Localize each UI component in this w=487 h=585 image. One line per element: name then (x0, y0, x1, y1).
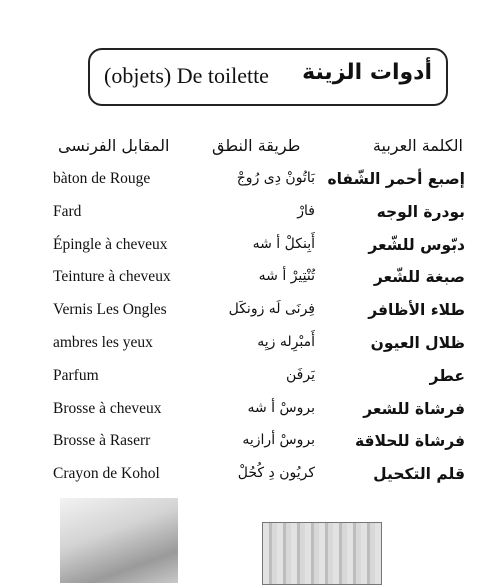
arabic-cell: بودرة الوجه (376, 202, 465, 221)
pronunciation-cell: بروسْ أرازيه (242, 432, 315, 449)
pronunciation-cell: يَرفَن (286, 366, 315, 383)
table-row (0, 299, 487, 332)
arabic-cell: صبغة للشّعر (373, 268, 465, 287)
pronunciation-cell: أَمبْرِله زيِه (257, 333, 315, 350)
pronunciation-cell: فارْ (297, 202, 315, 219)
french-cell: Teinture à cheveux (53, 268, 171, 286)
table-row (0, 398, 487, 431)
header-pronunciation: طريقة النطق (212, 136, 301, 155)
arabic-cell: ظلال العيون (370, 333, 465, 352)
table-row (0, 168, 487, 201)
table-row (0, 234, 487, 267)
french-cell: Crayon de Kohol (53, 465, 160, 483)
arabic-cell: عطر (429, 366, 465, 385)
table-row (0, 463, 487, 496)
table-row (0, 332, 487, 365)
table-row (0, 365, 487, 398)
arabic-cell: طلاء الأظافر (368, 301, 465, 320)
french-cell: Fard (53, 202, 82, 220)
pronunciation-cell: بروسْ أ شه (247, 399, 315, 416)
french-cell: Vernis Les Ongles (53, 301, 167, 319)
photo-face (60, 498, 178, 583)
title-french: (objets) De toilette (104, 63, 269, 88)
french-cell: Brosse à Raserr (53, 432, 151, 450)
table-row (0, 201, 487, 234)
photo-cosmetics (262, 522, 382, 585)
arabic-cell: دبّوس للشّعر (368, 235, 465, 254)
title-box (88, 48, 448, 106)
pronunciation-cell: بَاتُونْ دِى رُوجْ (236, 170, 315, 186)
pronunciation-cell: تُنْتِيرْ أ شه (258, 268, 315, 285)
table-row (0, 430, 487, 463)
french-cell: bàton de Rouge (53, 170, 151, 187)
arabic-cell: إصبع أحمر الشّفاه (327, 170, 465, 188)
arabic-cell: فرشاة للشعر (363, 399, 465, 418)
french-cell: Brosse à cheveux (53, 399, 162, 417)
french-cell: Épingle à cheveux (53, 235, 168, 253)
arabic-cell: فرشاة للحلاقة (354, 432, 465, 451)
title-arabic: أدوات الزينة (302, 60, 432, 85)
vocabulary-table (0, 168, 487, 496)
french-cell: Parfum (53, 366, 99, 384)
pronunciation-cell: كريُون دِ كُحُلْ (237, 465, 315, 482)
french-cell: ambres les yeux (53, 333, 153, 351)
pronunciation-cell: فِرنَى لَه زونكَل (228, 301, 315, 318)
pronunciation-cell: أَبِنكلْ أ شه (252, 235, 315, 252)
table-row (0, 266, 487, 299)
header-french-equivalent: المقابل الفرنسى (58, 136, 170, 155)
header-arabic-word: الكلمة العربية (372, 136, 463, 155)
arabic-cell: قلم التكحيل (373, 465, 465, 484)
